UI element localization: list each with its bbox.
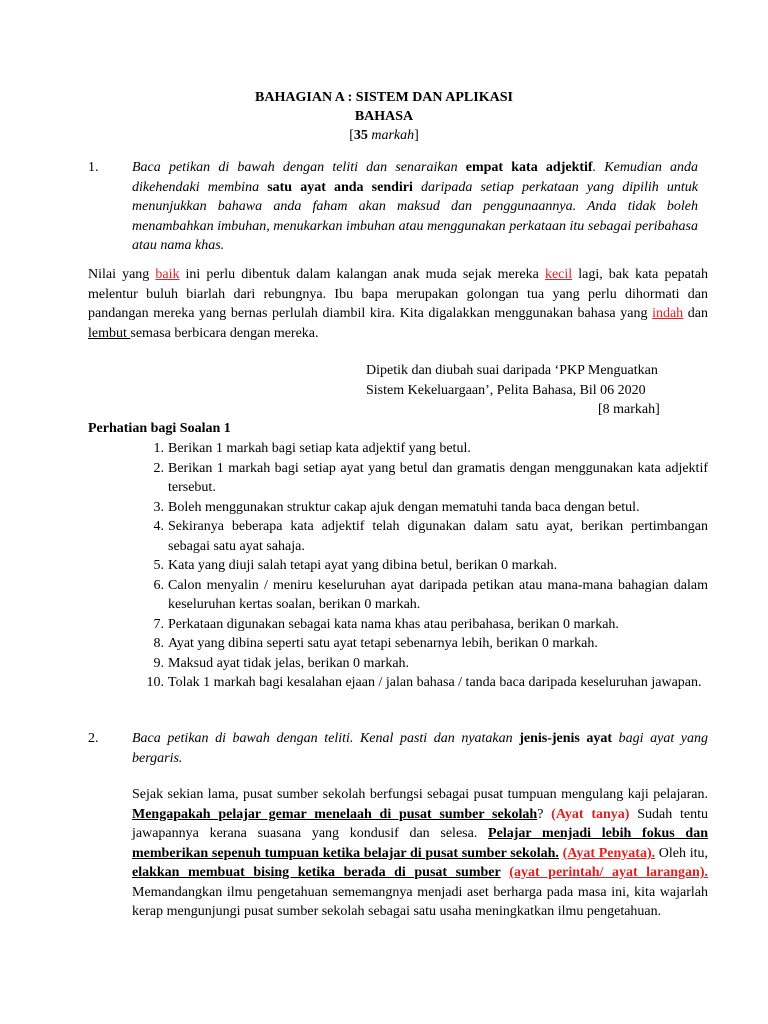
marks-word: markah bbox=[367, 128, 415, 143]
attention-list bbox=[88, 439, 708, 693]
question-2-instruction bbox=[132, 729, 708, 768]
attention-item bbox=[88, 576, 708, 615]
attention-item bbox=[88, 439, 708, 459]
attention-item-number: 4. bbox=[153, 519, 164, 534]
marks-bracket-close: ] bbox=[414, 128, 419, 143]
passage-text: Sudah tentu jawapannya kerana suasana yang kondusif dan selesa. bbox=[132, 806, 708, 841]
underlined-sentence: Pelajar menjadi lebih fokus dan memberikan sepenuh tumpuan ketika belajar di pusat sumber sekolah. bbox=[132, 826, 708, 861]
attention-item-text: Maksud ayat tidak jelas, berikan 0 markah. bbox=[168, 655, 410, 671]
attention-item bbox=[88, 673, 708, 693]
attention-item bbox=[88, 517, 708, 556]
instr-part: daripada setiap perkataan yang dipilih untuk menunjukkan bahawa anda faham akan maksud dan penggunaannya. Anda tidak boleh menambahkan imbuhan, menukarkan imbuhan atau menggunakan perkataan itu sebagai peribahasa atau nama khas. bbox=[132, 179, 698, 253]
instr-bold: empat kata adjektif bbox=[465, 160, 593, 175]
question-1-marks: [8 markah] bbox=[598, 402, 660, 417]
section-heading bbox=[0, 88, 768, 145]
adjective-highlight: indah bbox=[652, 306, 684, 321]
attention-item bbox=[88, 498, 708, 518]
underlined-sentence: elakkan membuat bising ketika berada di pusat sumber bbox=[132, 865, 501, 880]
attention-item-text: Calon menyalin / meniru keseluruhan ayat daripada petikan atau mana-mana bahagian dalam keseluruhan kertas soalan, berikan 0 markah. bbox=[168, 577, 708, 612]
attention-item-text: Boleh menggunakan struktur cakap ajuk dengan mematuhi tanda baca dengan betul. bbox=[168, 499, 640, 515]
passage-text: semasa berbicara dengan mereka. bbox=[130, 325, 319, 341]
question-2 bbox=[88, 729, 708, 768]
question-2-number: 2. bbox=[88, 731, 99, 746]
question-1-number: 1. bbox=[88, 160, 99, 175]
answer-label: (ayat perintah/ ayat larangan). bbox=[509, 865, 708, 880]
attention-item-number: 10. bbox=[146, 675, 164, 690]
attention-item-text: Berikan 1 markah bagi setiap ayat yang betul dan gramatis dengan menggunakan kata adjektif tersebut. bbox=[168, 460, 708, 495]
answer-label: (Ayat tanya) bbox=[551, 806, 630, 822]
adjective-highlight: baik bbox=[155, 267, 180, 282]
attention-item bbox=[88, 615, 708, 635]
passage-1 bbox=[88, 265, 708, 343]
attention-item bbox=[88, 654, 708, 674]
passage-text: ini perlu dibentuk dalam kalangan anak muda sejak mereka bbox=[179, 267, 545, 282]
attention-item-number: 7. bbox=[153, 616, 164, 632]
question-1 bbox=[88, 158, 698, 256]
answer-label: (Ayat Penyata). bbox=[562, 845, 656, 861]
attention-item-number: 5. bbox=[153, 558, 164, 573]
adjective-highlight: kecil bbox=[544, 267, 573, 282]
passage-2 bbox=[132, 785, 708, 922]
section-marks bbox=[0, 126, 768, 145]
attention-item-number: 2. bbox=[153, 460, 164, 476]
marks-number: 35 bbox=[353, 128, 368, 143]
passage-text: lagi, bak kata pepatah melentur buluh biarlah dari rebungnya. Ibu bapa merupakan golongan tua yang perlu dihormati dan pandangan mereka yang bernas perlulah diambil kira. Kita digalakkan menggunakan bahasa yang bbox=[88, 267, 708, 321]
passage-text bbox=[501, 865, 510, 880]
attention-item-text: Tolak 1 markah bagi kesalahan ejaan / jalan bahasa / tanda baca daripada keseluruhan jawapan. bbox=[168, 675, 702, 690]
attention-title: Perhatian bagi Soalan 1 bbox=[88, 421, 231, 436]
adjective-underlined: lembut bbox=[88, 325, 131, 341]
attention-item-text: Sekiranya beberapa kata adjektif telah digunakan dalam satu ayat, berikan pertimbangan sebagai satu ayat sahaja. bbox=[168, 519, 708, 554]
passage-source bbox=[366, 361, 706, 400]
question-1-instruction bbox=[132, 158, 698, 256]
instr-bold: jenis-jenis ayat bbox=[519, 731, 613, 746]
attention-item-number: 3. bbox=[153, 499, 164, 515]
attention-item-text: Ayat yang dibina seperti satu ayat tetapi sebenarnya lebih, berikan 0 markah. bbox=[168, 636, 598, 651]
attention-item bbox=[88, 459, 708, 498]
marks-bracket-open: [ bbox=[349, 128, 354, 143]
instr-part: Baca petikan di bawah dengan teliti. Kenal pasti dan nyatakan bbox=[132, 731, 520, 746]
attention-item bbox=[88, 634, 708, 654]
attention-item-text: Kata yang diuji salah tetapi ayat yang dibina betul, berikan 0 markah. bbox=[168, 558, 558, 573]
section-title-line1: BAHAGIAN A : SISTEM DAN APLIKASI bbox=[255, 90, 513, 105]
source-line: Sistem Kekeluargaan’, Pelita Bahasa, Bil 06 2020 bbox=[366, 382, 646, 398]
passage-text: Oleh itu, bbox=[655, 845, 708, 861]
attention-item-number: 1. bbox=[153, 441, 164, 456]
passage-text: Sejak sekian lama, pusat sumber sekolah berfungsi sebagai pusat tumpuan mengulang kaji pelajaran. bbox=[132, 787, 708, 802]
instr-bold: satu ayat anda sendiri bbox=[267, 179, 413, 195]
passage-text: Memandangkan ilmu pengetahuan sememangnya menjadi aset berharga pada masa ini, kita wajarlah kerap mengunjungi pusat sumber sekolah sebagai satu usaha meningkatkan ilmu pengetahuan. bbox=[132, 884, 708, 919]
section-title-line2: BAHASA bbox=[354, 109, 414, 124]
instr-part: bagi ayat yang bergaris. bbox=[132, 731, 708, 766]
instr-part: Baca petikan di bawah dengan teliti dan senaraikan bbox=[132, 160, 466, 175]
passage-text: ? bbox=[537, 806, 552, 822]
passage-text: dan bbox=[683, 306, 709, 321]
underlined-sentence: Mengapakah pelajar gemar menelaah di pusat sumber sekolah bbox=[132, 806, 538, 822]
attention-item-text: Perkataan digunakan sebagai kata nama khas atau peribahasa, berikan 0 markah. bbox=[168, 616, 619, 632]
attention-item-number: 6. bbox=[153, 577, 164, 593]
passage-text: Nilai yang bbox=[88, 267, 156, 282]
attention-item bbox=[88, 556, 708, 576]
source-line: Dipetik dan diubah suai daripada ‘PKP Menguatkan bbox=[366, 363, 658, 378]
attention-item-text: Berikan 1 markah bagi setiap kata adjektif yang betul. bbox=[168, 441, 471, 456]
instr-part: . Kemudian anda dikehendaki membina bbox=[132, 160, 698, 195]
attention-item-number: 9. bbox=[153, 655, 164, 671]
attention-item-number: 8. bbox=[153, 636, 164, 651]
